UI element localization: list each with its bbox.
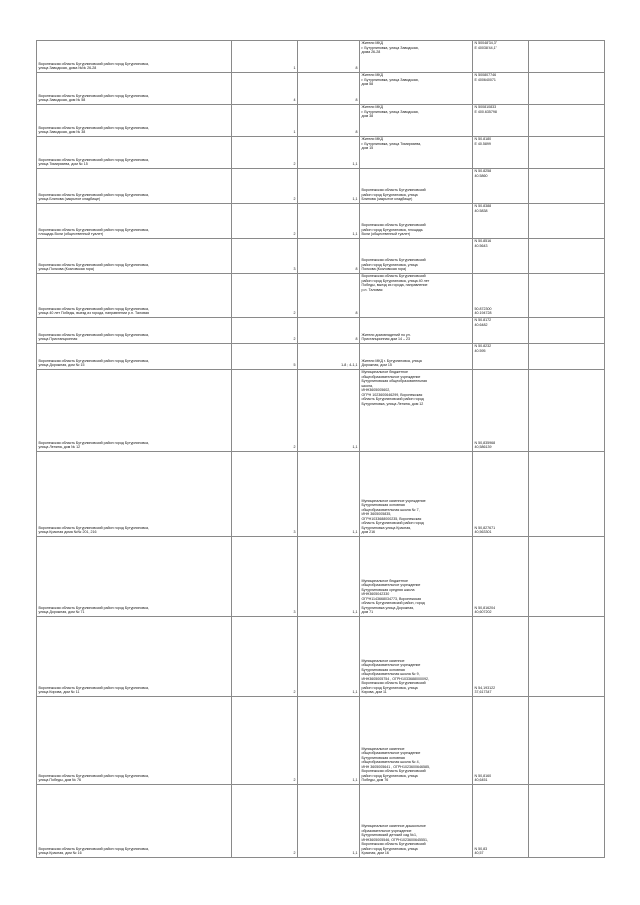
volume-cell: 8: [298, 73, 360, 105]
owner-cell: Муниципальное казенное учреждение Бутурлиновская основная общеобразовательная школа № 7, ИНН 3605005835, ОГРН1033688000235, Воронежская область Бутурлиновский район город Бутурлиновка улица Красная, дом 216: [360, 452, 473, 537]
blank-cell: [529, 274, 605, 318]
blank-cell: [529, 169, 605, 204]
table-row: [37, 137, 605, 169]
volume-cell: 1,1: [298, 137, 360, 169]
owner-cell: Воронежская область Бутурлиновский район город Бутурлиновка, улица 40 лет Победы, выезд из города, направление р.п. Таловая: [360, 274, 473, 318]
owner-cell: Муниципальное бюджетное общеобразовательное учреждение Бутурлиновская общеобразовательная школа, ИНН3605005602, ОГРН 1023600646299, Воронежская область Бутурлиновский район город Бутурлиновка, улица Ленина, дом 12: [360, 370, 473, 452]
count-cell: 2: [232, 169, 298, 204]
coords-cell: N 50,8160 40,6451: [473, 697, 529, 785]
owner-cell: Жители домовладений по ул. Пристанционная дом 14 – 23: [360, 318, 473, 344]
table-row: [37, 274, 605, 318]
coords-cell: N 50.8388 40.5838: [473, 204, 529, 239]
volume-cell: 1,1: [298, 617, 360, 697]
address-cell: Воронежская область Бутурлиновский район город Бутурлиновка, улица Красная дома №№ 201, 216: [37, 452, 232, 537]
count-cell: 2: [232, 318, 298, 344]
blank-cell: [529, 41, 605, 73]
volume-cell: 1,1: [298, 204, 360, 239]
blank-cell: [529, 239, 605, 274]
volume-cell: 1-8 ; 4-1,1: [298, 344, 360, 370]
coords-cell: N 50,816204 40,607202: [473, 537, 529, 617]
coords-cell: N 50.8232 40.595: [473, 344, 529, 370]
coords-cell: N 50.8516 40.5643: [473, 239, 529, 274]
address-cell: Воронежская область Бутурлиновский район город Бутурлиновка, улица Заводская, дом № 38: [37, 105, 232, 137]
count-cell: 4: [232, 73, 298, 105]
owner-cell: Жители МКД г. Бутурлиновка, улица Заводская, дом 58: [360, 73, 473, 105]
coords-cell: N 54,193122 37,617347: [473, 617, 529, 697]
address-cell: Воронежская область Бутурлиновский район город Бутурлиновка, улица Заводская, дома №№ 26-28: [37, 41, 232, 73]
address-cell: Воронежская область Бутурлиновский район город Бутурлиновка, улица Полкова (Козловская гора): [37, 239, 232, 274]
volume-cell: 1,1: [298, 697, 360, 785]
owner-cell: Муниципальное казенное общеобразовательное учреждение Бутурлиновская основная общеобразовательная школа № 9, ИНН3605005754 , ОГРН1033688000092, Воронежская область Бутурлиновский район город Бутурлиновка, улица Кирова, дом 11: [360, 617, 473, 697]
volume-cell: 1,1: [298, 785, 360, 858]
blank-cell: [529, 617, 605, 697]
blank-cell: [529, 452, 605, 537]
volume-cell: 1,1: [298, 169, 360, 204]
address-cell: Воронежская область Бутурлиновский район город Бутурлиновка, улица Дорожная, дом № 71: [37, 537, 232, 617]
volume-cell: 8: [298, 105, 360, 137]
address-cell: Воронежская область Бутурлиновский район город Бутурлиновка, улица Победы, дом № 76: [37, 697, 232, 785]
count-cell: 2: [232, 617, 298, 697]
table-body: [37, 41, 605, 858]
coords-cell: N 50.8172 40.6482: [473, 318, 529, 344]
table-row: [37, 537, 605, 617]
address-cell: Воронежская область Бутурлиновский район город Бутурлиновка, улица Красная, дом № 16: [37, 785, 232, 858]
address-cell: Воронежская область Бутурлиновский район город Бутурлиновка, улица 40 лет Победы, выезд из города, направлении р.п. Таловая: [37, 274, 232, 318]
table-row: [37, 318, 605, 344]
address-cell: Воронежская область Бутурлиновский район город Бутурлиновка, улица Заводская, дом № 58: [37, 73, 232, 105]
address-cell: Воронежская область Бутурлиновский район город Бутурлиновка, площадь Воли (общественный туалет): [37, 204, 232, 239]
coords-cell: N 50.8180 E 40.5899: [473, 137, 529, 169]
owner-cell: Муниципальное казенное дошкольное образовательное учреждение Бутурлиновский детский сад №1, ИНН3605005546, ОГРН1023600645551, Воронежская область Бутурлиновский район город Бутурлиновка, улица Красная, дом 16: [360, 785, 473, 858]
coords-cell: 50.872300 40.194728: [473, 274, 529, 318]
table-row: [37, 169, 605, 204]
table-row: [37, 452, 605, 537]
table-row: [37, 617, 605, 697]
volume-cell: 1,1: [298, 452, 360, 537]
count-cell: 2: [232, 370, 298, 452]
blank-cell: [529, 697, 605, 785]
blank-cell: [529, 344, 605, 370]
address-cell: Воронежская область Бутурлиновский район город Бутурлиновка, улица Тимирязева, дом № 15: [37, 137, 232, 169]
address-cell: Воронежская область Бутурлиновский район город Бутурлиновка, улица Блинова (закрытое кладбище): [37, 169, 232, 204]
volume-cell: 8: [298, 239, 360, 274]
coords-cell: N 50.8258 40.5860: [473, 169, 529, 204]
count-cell: 1: [232, 41, 298, 73]
table-row: [37, 344, 605, 370]
count-cell: 2: [232, 137, 298, 169]
waste-sites-table: [36, 40, 605, 858]
blank-cell: [529, 137, 605, 169]
coords-cell: N 500807746 E 400640071: [473, 73, 529, 105]
count-cell: 5: [232, 344, 298, 370]
table-row: [37, 41, 605, 73]
count-cell: 3: [232, 452, 298, 537]
blank-cell: [529, 537, 605, 617]
owner-cell: Воронежская область Бутурлиновский район город Бутурлиновка, площадь Воли (общественный туалет): [360, 204, 473, 239]
address-cell: Воронежская область Бутурлиновский район город Бутурлиновка, улица Кирова, дом № 11: [37, 617, 232, 697]
blank-cell: [529, 370, 605, 452]
count-cell: 2: [232, 697, 298, 785]
volume-cell: 8: [298, 318, 360, 344]
count-cell: 2: [232, 785, 298, 858]
blank-cell: [529, 73, 605, 105]
coords-cell: N 50,83 40,57: [473, 785, 529, 858]
count-cell: 1: [232, 105, 298, 137]
table-row: [37, 204, 605, 239]
blank-cell: [529, 318, 605, 344]
coords-cell: N 50,835968 40,586139: [473, 370, 529, 452]
table-row: [37, 697, 605, 785]
owner-cell: Воронежская область Бутурлиновский район город Бутурлиновка, улица Блинова (закрытое кладбище): [360, 169, 473, 204]
owner-cell: Жители МКД г. Бутурлиновка, улица Дорожная, дом 15: [360, 344, 473, 370]
owner-cell: Жители МКД г. Бутурлиновка, улица Тимирязева, дом 15: [360, 137, 473, 169]
blank-cell: [529, 785, 605, 858]
table-row: [37, 785, 605, 858]
owner-cell: Жители МКД г. Бутурлиновка, улица Заводская, дом 38: [360, 105, 473, 137]
owner-cell: Муниципальное бюджетное общеобразовательное учреждение Бутурлиновская средняя школа ИНН3605042330 ОГРН1143668034773, Воронежская область Бутурлиновский район, город Бутурлиновка улица Дорожная, дом 71: [360, 537, 473, 617]
table-row: [37, 370, 605, 452]
volume-cell: 1,1: [298, 537, 360, 617]
volume-cell: 8: [298, 274, 360, 318]
volume-cell: 1,1: [298, 370, 360, 452]
count-cell: 2: [232, 204, 298, 239]
coords-cell: N 50,827671 40,563301: [473, 452, 529, 537]
count-cell: 3: [232, 537, 298, 617]
coords-cell: N 50048'34,3" E 40038'44,1": [473, 41, 529, 73]
address-cell: Воронежская область Бутурлиновский район город Бутурлиновка, улица Ленина, дом № 12: [37, 370, 232, 452]
blank-cell: [529, 105, 605, 137]
table-row: [37, 239, 605, 274]
address-cell: Воронежская область Бутурлиновский район город Бутурлиновка, улица Дорожная, дом № 15: [37, 344, 232, 370]
count-cell: 3: [232, 239, 298, 274]
owner-cell: Муниципальное казенное общеобразовательное учреждение Бутурлиновская основная общеобразовательная школа № 4, ИНН 3605005641 , ОГРН1023600646585, Воронежская область Бутурлиновский район город Бутурлиновка, улица Победы, дом 76: [360, 697, 473, 785]
blank-cell: [529, 204, 605, 239]
volume-cell: 8: [298, 41, 360, 73]
table-row: [37, 73, 605, 105]
owner-cell: Воронежская область Бутурлиновский район город Бутурлиновка, улица Полкова (Козловская гора): [360, 239, 473, 274]
coords-cell: N 500810833 E 400.635798: [473, 105, 529, 137]
table-row: [37, 105, 605, 137]
owner-cell: Жители МКД г. Бутурлиновка, улица Заводская, дома 26-28: [360, 41, 473, 73]
count-cell: 2: [232, 274, 298, 318]
address-cell: Воронежская область Бутурлиновский район город Бутурлиновка, улица Пристанционная: [37, 318, 232, 344]
